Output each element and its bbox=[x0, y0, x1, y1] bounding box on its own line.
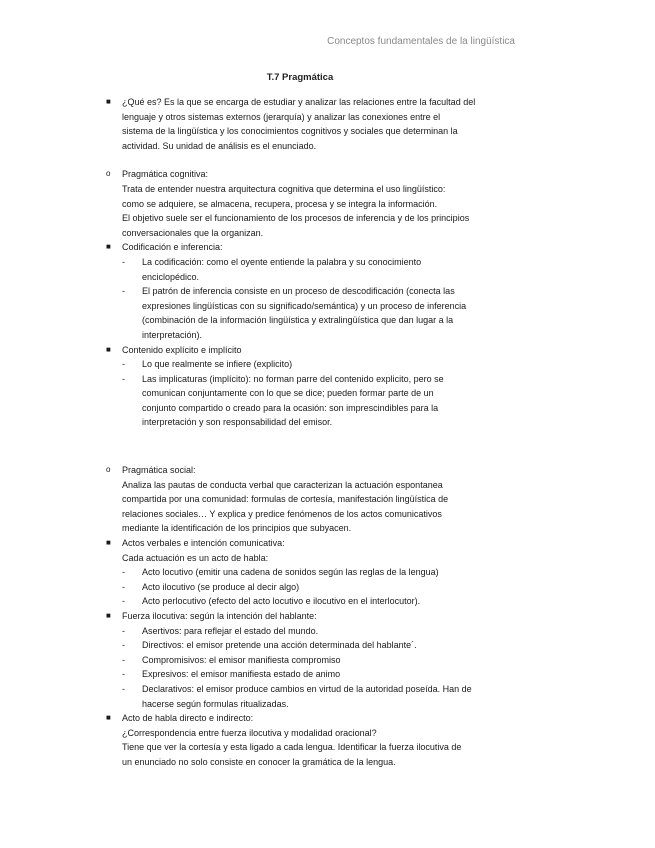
text-line: Fuerza ilocutiva: según la intención del hablante: bbox=[122, 611, 317, 621]
dash-marker: - bbox=[122, 596, 125, 607]
bullet-marker: ■ bbox=[106, 344, 111, 354]
text-line: Contenido explícito e implícito bbox=[122, 344, 242, 355]
dash-item bbox=[106, 624, 526, 639]
circle-item-social bbox=[106, 463, 526, 536]
circle-marker: o bbox=[106, 169, 111, 179]
text-line: hacerse según formulas ritualizadas. bbox=[142, 698, 289, 709]
text-line: Acto locutivo (emitir una cadena de sonidos según las reglas de la lengua) bbox=[142, 567, 439, 578]
running-header: Conceptos fundamentales de la lingüística bbox=[327, 36, 515, 47]
dash-item bbox=[106, 682, 526, 711]
bullet-marker: ■ bbox=[106, 611, 111, 620]
dash-marker: - bbox=[122, 373, 125, 384]
text-line: interpretación). bbox=[142, 329, 203, 340]
text-line: conversacionales que la organizan. bbox=[122, 227, 264, 238]
text-line: conjunto compartido o creado para la ocasión: son imprescindibles para la bbox=[142, 402, 439, 413]
text-line: ¿Correspondencia entre fuerza ilocutiva y modalidad oracional? bbox=[122, 727, 377, 738]
dash-item bbox=[106, 284, 526, 342]
bullet-marker: ■ bbox=[106, 242, 111, 252]
text-line: Expresivos: el emisor manifiesta estado de animo bbox=[142, 669, 341, 680]
dash-marker: - bbox=[122, 683, 125, 694]
text-line: Lo que realmente se infiere (explicito) bbox=[142, 359, 293, 370]
text-line: Tiene que ver la cortesía y esta ligado a cada lengua. Identificar la fuerza ilocutiva de bbox=[122, 742, 462, 753]
text-line: un enunciado no solo consiste en conocer la gramática de la lengua. bbox=[122, 756, 396, 767]
dash-marker: - bbox=[122, 669, 125, 680]
bullet-contenido bbox=[106, 343, 526, 358]
text-line: como se adquiere, se almacena, recupera, procesa y se integra la información. bbox=[122, 198, 438, 209]
dash-item bbox=[106, 638, 526, 653]
bullet-marker: ■ bbox=[106, 538, 111, 548]
text-line: La codificación: como el oyente entiende la palabra y su conocimiento bbox=[142, 256, 422, 267]
dash-item bbox=[106, 357, 526, 372]
text-line: Asertivos: para reflejar el estado del mundo. bbox=[142, 625, 319, 636]
dash-item bbox=[106, 565, 526, 580]
text-line: Declarativos: el emisor produce cambios en virtud de la autoridad poseída. Han de bbox=[142, 683, 472, 694]
text-line: enciclopédico. bbox=[142, 271, 200, 282]
bullet-directo bbox=[106, 711, 526, 769]
text-line: interpretación y son responsabilidad del emisor. bbox=[142, 417, 333, 428]
bullet-codificacion bbox=[106, 240, 526, 255]
text-line: Trata de entender nuestra arquitectura cognitiva que determina el uso lingüístico: bbox=[122, 183, 446, 194]
text-line: lenguaje y otros sistemas externos (jerarquía) y analizar las conexiones entre el bbox=[122, 111, 441, 122]
text-line: actividad. Su unidad de análisis es el enunciado. bbox=[122, 140, 317, 151]
text-line: Cada actuación es un acto de habla: bbox=[122, 552, 269, 563]
dash-marker: - bbox=[122, 581, 125, 592]
text-line: ¿Qué es? Es la que se encarga de estudiar y analizar las relaciones entre la facultad del bbox=[122, 97, 476, 107]
bullet-marker: ■ bbox=[106, 713, 111, 723]
text-line: Codificación e inferencia: bbox=[122, 242, 223, 253]
dash-marker: - bbox=[122, 286, 125, 297]
text-line: sistema de la lingüística y los conocimientos cognitivos y sociales que determinan la bbox=[122, 126, 458, 137]
text-line: Compromisivos: el emisor manifiesta compromiso bbox=[142, 654, 341, 665]
text-line: Actos verbales e intención comunicativa: bbox=[122, 538, 285, 549]
bullet-actos bbox=[106, 536, 526, 565]
text-line: Acto de habla directo e indirecto: bbox=[122, 713, 254, 724]
dash-marker: - bbox=[122, 567, 125, 578]
bullet-marker: ■ bbox=[106, 97, 111, 106]
dash-item bbox=[106, 667, 526, 682]
dash-marker: - bbox=[122, 654, 125, 665]
text-line: comunican conjuntamente con lo que se dice; pueden formar parte de un bbox=[142, 388, 434, 399]
section-title: T.7 Pragmática bbox=[266, 72, 334, 83]
text-line: relaciones sociales… Y explica y predice fenómenos de los actos comunicativos bbox=[122, 508, 442, 519]
dash-item bbox=[106, 653, 526, 668]
text-line: Directivos: el emisor pretende una acción determinada del hablante´. bbox=[142, 640, 417, 651]
dash-item bbox=[106, 372, 526, 430]
text-line: Las implicaturas (implícito): no forman parre del contenido explicito, pero se bbox=[142, 373, 444, 384]
text-line: El patrón de inferencia consiste en un proceso de descodificación (conecta las bbox=[142, 286, 455, 297]
circle-marker: o bbox=[106, 465, 111, 475]
dash-marker: - bbox=[122, 359, 125, 370]
dash-item bbox=[106, 580, 526, 595]
circle-item-cognitiva bbox=[106, 167, 526, 240]
text-line: Acto ilocutivo (se produce al decir algo) bbox=[142, 581, 300, 592]
text-line: Acto perlocutivo (efecto del acto locutivo e ilocutivo en el interlocutor). bbox=[142, 596, 421, 607]
bullet-fuerza bbox=[106, 609, 526, 624]
text-line: Analiza las pautas de conducta verbal que caracterizan la actuación espontanea bbox=[122, 479, 443, 490]
dash-marker: - bbox=[122, 625, 125, 636]
text-line: (combinación de la información lingüística y extralingüística que dan lugar a la bbox=[142, 315, 454, 326]
dash-marker: - bbox=[122, 256, 125, 267]
dash-item bbox=[106, 594, 526, 609]
document-body bbox=[106, 95, 526, 770]
dash-item bbox=[106, 255, 526, 284]
text-line: expresiones lingüísticas con su significado/semántica) y un proceso de inferencia bbox=[142, 300, 467, 311]
text-line: Pragmática cognitiva: bbox=[122, 169, 209, 180]
dash-marker: - bbox=[122, 640, 125, 651]
text-line: compartida por una comunidad: formulas de cortesía, manifestación lingüística de bbox=[122, 494, 449, 505]
text-line: El objetivo suele ser el funcionamiento de los procesos de inferencia y de los principios bbox=[122, 213, 470, 224]
text-line: mediante la identificación de los principios que subyacen. bbox=[122, 523, 352, 534]
bullet-que-es bbox=[106, 95, 526, 153]
text-line: Pragmática social: bbox=[122, 465, 196, 476]
